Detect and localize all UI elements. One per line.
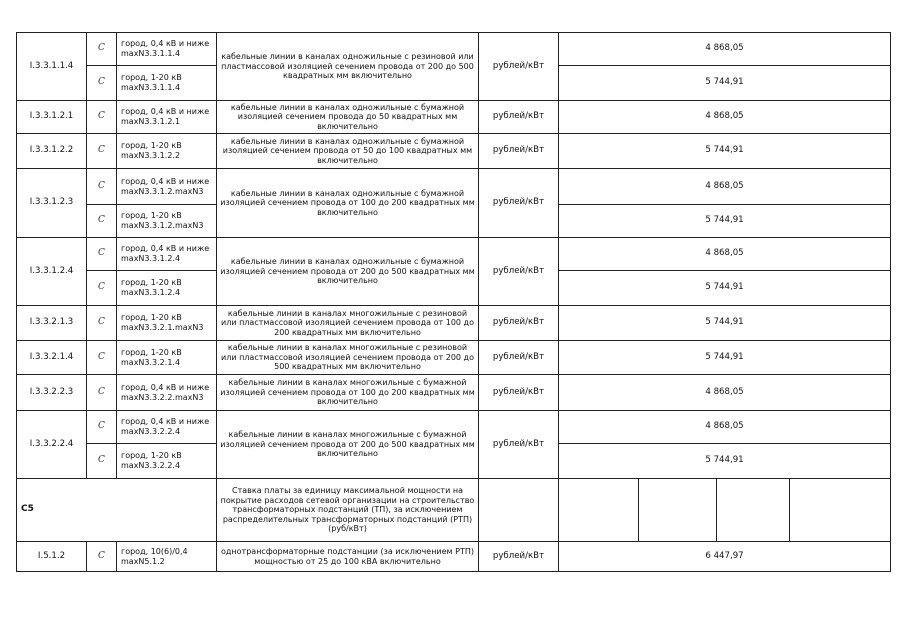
- rate-symbol: C: [87, 238, 117, 271]
- row-description: однотрансформаторные подстанции (за исключением РТП) мощностью от 25 до 100 кВА включительно: [217, 542, 479, 572]
- location-voltage: город, 1-20 кВ maxN3.3.2.2.4: [117, 444, 217, 479]
- row-code: I.3.3.2.1.4: [17, 341, 87, 375]
- row-description: кабельные линии в каналах одножильные с бумажной изоляцией сечением провода от 100 до 200 квадратных мм включительно: [217, 169, 479, 238]
- rate-value: 4 868,05: [559, 33, 891, 66]
- rate-symbol: C: [87, 271, 117, 306]
- rate-symbol: C: [87, 205, 117, 238]
- rate-symbol: C: [87, 33, 117, 66]
- rate-value: 5 744,91: [559, 66, 891, 101]
- rate-value: 4 868,05: [559, 411, 891, 444]
- location-voltage: город, 1-20 кВ maxN3.3.1.2.maxN3: [117, 205, 217, 238]
- location-voltage: город, 10(6)/0,4 maxN5.1.2: [117, 542, 217, 572]
- table-row: [17, 542, 891, 572]
- row-code: I.3.3.1.2.2: [17, 134, 87, 169]
- location-voltage: город, 1-20 кВ maxN3.3.1.2.2: [117, 134, 217, 169]
- table-row: [17, 375, 891, 411]
- section-empty-3: [717, 479, 790, 542]
- row-code: I.3.3.2.2.3: [17, 375, 87, 411]
- rate-symbol: C: [87, 411, 117, 444]
- table-row: [17, 101, 891, 134]
- rate-symbol: C: [87, 542, 117, 572]
- row-code: I.3.3.1.2.3: [17, 169, 87, 238]
- rate-value: 5 744,91: [559, 271, 891, 306]
- rate-symbol: C: [87, 375, 117, 411]
- row-description: кабельные линии в каналах одножильные с резиновой или пластмассовой изоляцией сечением провода от 200 до 500 квадратных мм включительно: [217, 33, 479, 101]
- row-description: кабельные линии в каналах многожильные с резиновой или пластмассовой изоляцией сечением провода от 200 до 500 квадратных мм включительно: [217, 341, 479, 375]
- row-code: I.5.1.2: [17, 542, 87, 572]
- rate-value: 5 744,91: [559, 341, 891, 375]
- location-voltage: город, 0,4 кВ и ниже maxN3.3.1.2.maxN3: [117, 169, 217, 205]
- row-description: кабельные линии в каналах многожильные с бумажной изоляцией сечением провода от 100 до 200 квадратных мм включительно: [217, 375, 479, 411]
- table-row: [17, 238, 891, 271]
- table-row: [17, 33, 891, 66]
- table-row: [17, 306, 891, 341]
- rate-value: 4 868,05: [559, 101, 891, 134]
- row-code: I.3.3.1.1.4: [17, 33, 87, 101]
- section-empty-2: [639, 479, 717, 542]
- rate-value: 6 447,97: [559, 542, 891, 572]
- rate-value: 5 744,91: [559, 205, 891, 238]
- row-unit: рублей/кВт: [479, 169, 559, 238]
- section-code: C5: [17, 479, 217, 542]
- location-voltage: город, 0,4 кВ и ниже maxN3.3.1.1.4: [117, 33, 217, 66]
- row-description: кабельные линии в каналах многожильные с резиновой или пластмассовой изоляцией сечением провода от 100 до 200 квадратных мм включительно: [217, 306, 479, 341]
- row-description: кабельные линии в каналах многожильные с бумажной изоляцией сечением провода от 200 до 500 квадратных мм включительно: [217, 411, 479, 479]
- location-voltage: город, 1-20 кВ maxN3.3.1.1.4: [117, 66, 217, 101]
- location-voltage: город, 0,4 кВ и ниже maxN3.3.2.2.maxN3: [117, 375, 217, 411]
- row-unit: рублей/кВт: [479, 375, 559, 411]
- section-row: [17, 479, 891, 542]
- location-voltage: город, 0,4 кВ и ниже maxN3.3.1.2.1: [117, 101, 217, 134]
- rate-symbol: C: [87, 66, 117, 101]
- rate-symbol: C: [87, 341, 117, 375]
- section-empty-4: [790, 479, 891, 542]
- section-description: Ставка платы за единицу максимальной мощности на покрытие расходов сетевой организации на строительство трансформаторных подстанций (ТП), за исключением распределительных трансформаторных подстанций (РТП) (руб/кВт): [217, 479, 479, 542]
- row-unit: рублей/кВт: [479, 134, 559, 169]
- row-unit: рублей/кВт: [479, 341, 559, 375]
- row-unit: рублей/кВт: [479, 33, 559, 101]
- location-voltage: город, 0,4 кВ и ниже maxN3.3.1.2.4: [117, 238, 217, 271]
- section-empty-1: [559, 479, 639, 542]
- rate-symbol: C: [87, 101, 117, 134]
- row-code: I.3.3.2.2.4: [17, 411, 87, 479]
- row-unit: рублей/кВт: [479, 542, 559, 572]
- row-code: I.3.3.1.2.4: [17, 238, 87, 306]
- row-code: I.3.3.1.2.1: [17, 101, 87, 134]
- row-description: кабельные линии в каналах одножильные с бумажной изоляцией сечением провода от 50 до 100 квадратных мм включительно: [217, 134, 479, 169]
- tariff-table: [16, 32, 891, 572]
- row-description: кабельные линии в каналах одножильные с бумажной изоляцией сечением провода до 50 квадратных мм включительно: [217, 101, 479, 134]
- table-row: [17, 169, 891, 205]
- row-unit: рублей/кВт: [479, 238, 559, 306]
- rate-value: 4 868,05: [559, 238, 891, 271]
- row-unit: рублей/кВт: [479, 101, 559, 134]
- location-voltage: город, 1-20 кВ maxN3.3.2.1.maxN3: [117, 306, 217, 341]
- rate-symbol: C: [87, 306, 117, 341]
- rate-symbol: C: [87, 169, 117, 205]
- row-code: I.3.3.2.1.3: [17, 306, 87, 341]
- row-unit: рублей/кВт: [479, 306, 559, 341]
- location-voltage: город, 1-20 кВ maxN3.3.2.1.4: [117, 341, 217, 375]
- rate-symbol: C: [87, 444, 117, 479]
- rate-value: 5 744,91: [559, 444, 891, 479]
- table-row: [17, 411, 891, 444]
- row-unit: рублей/кВт: [479, 411, 559, 479]
- section-unit-empty: [479, 479, 559, 542]
- rate-value: 5 744,91: [559, 134, 891, 169]
- table-row: [17, 134, 891, 169]
- location-voltage: город, 0,4 кВ и ниже maxN3.3.2.2.4: [117, 411, 217, 444]
- rate-symbol: C: [87, 134, 117, 169]
- location-voltage: город, 1-20 кВ maxN3.3.1.2.4: [117, 271, 217, 306]
- table-body: [17, 33, 891, 572]
- rate-value: 5 744,91: [559, 306, 891, 341]
- rate-value: 4 868,05: [559, 375, 891, 411]
- rate-value: 4 868,05: [559, 169, 891, 205]
- table-row: [17, 341, 891, 375]
- row-description: кабельные линии в каналах одножильные с бумажной изоляцией сечением провода от 200 до 500 квадратных мм включительно: [217, 238, 479, 306]
